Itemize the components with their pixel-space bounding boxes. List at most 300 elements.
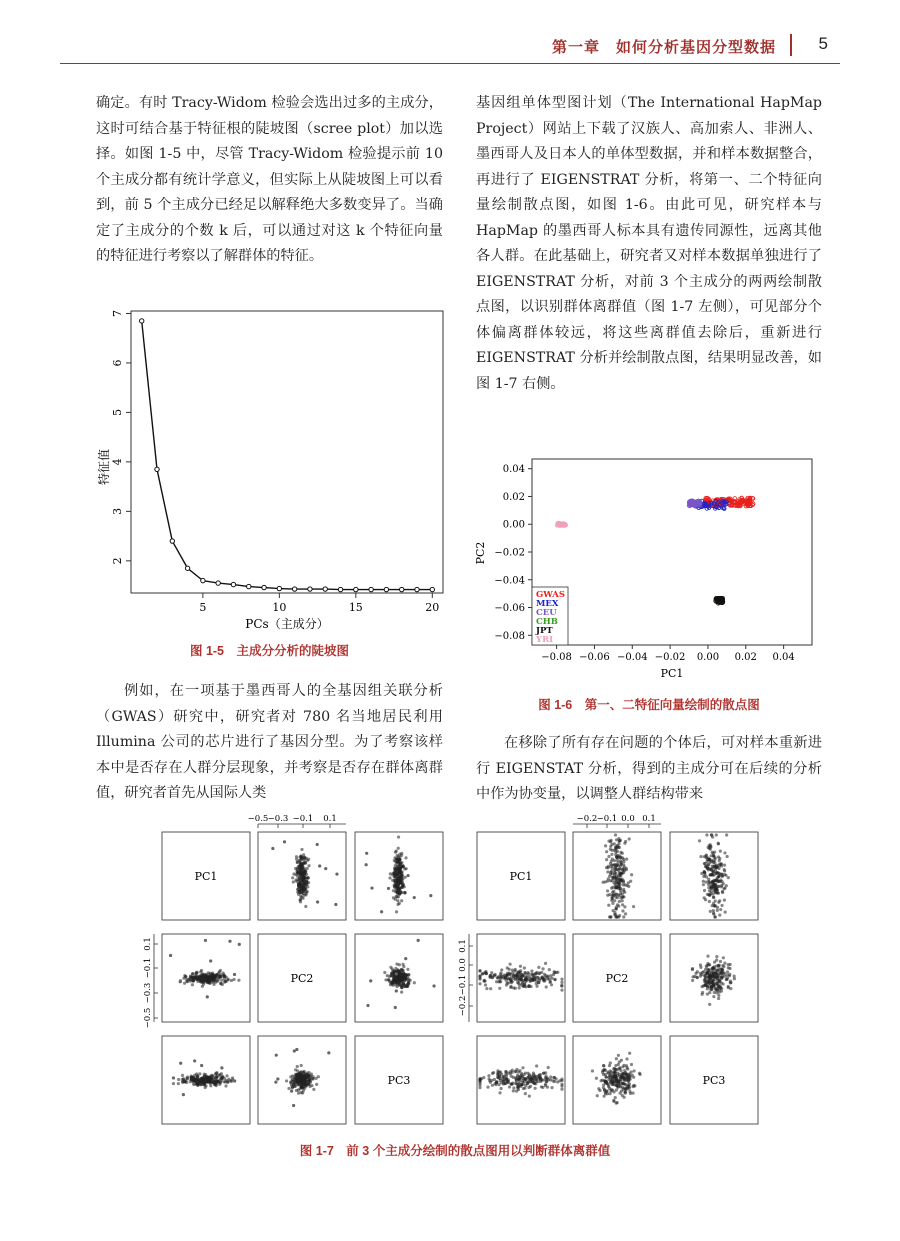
scatter-point: [505, 1077, 508, 1080]
outlier-point: [395, 972, 398, 975]
scatter-point: [306, 867, 309, 870]
scatter-point: [237, 979, 240, 982]
scatter-point: [302, 1086, 305, 1089]
scree-line: [142, 321, 433, 590]
scatter-point: [300, 1064, 303, 1067]
scatter-point: [199, 975, 202, 978]
scree-point: [262, 585, 266, 589]
scatter-point: [598, 1089, 601, 1092]
scatter-point: [510, 1082, 513, 1085]
scatter-point: [287, 1087, 290, 1090]
scatter-point: [605, 1090, 608, 1093]
scatter-point: [397, 979, 400, 982]
scatter-point: [621, 899, 624, 902]
scatter-point: [524, 1092, 527, 1095]
scatter-point: [400, 852, 403, 855]
top-tick-label: −0.5: [247, 814, 269, 824]
scatter-point: [723, 899, 726, 902]
outlier-point: [369, 979, 372, 982]
left-paragraph-2: 例如，在一项基于墨西哥人的全基因组关联分析（GWAS）研究中，研究者对 780 名当地居民利用 Illumina 公司的芯片进行了基因分型。为了考察该样本中是否存在人群分层现象，并考察是否存在群体离群值，研究者首先从国际人类: [96, 683, 443, 801]
scatter-point: [200, 978, 203, 981]
scatter-point: [295, 858, 298, 861]
scree-point: [170, 539, 174, 543]
scatter-point: [628, 1052, 631, 1055]
matrix-cell: [477, 1036, 565, 1124]
scatter-point: [519, 965, 522, 968]
scatter-point: [197, 1080, 200, 1083]
panel-label: PC3: [387, 1074, 411, 1087]
scatter-point: [317, 1075, 320, 1078]
scatter-point: [623, 842, 626, 845]
outlier-point: [228, 940, 231, 943]
scatter-point: [514, 978, 517, 981]
scatter-point: [534, 1087, 537, 1090]
scatter-point: [398, 963, 401, 966]
scatter-point: [717, 885, 720, 888]
scatter-point: [614, 872, 617, 875]
scatter-point: [203, 1083, 206, 1086]
scree-point: [369, 587, 373, 591]
scatter-point: [708, 894, 711, 897]
scatter-point: [401, 884, 404, 887]
scatter-point: [710, 985, 713, 988]
x-tick-label: 0.02: [734, 652, 757, 663]
scatter-point: [591, 1069, 594, 1072]
panel-label: PC1: [509, 870, 533, 883]
scatter-point: [618, 1082, 621, 1085]
scatter-point: [703, 889, 706, 892]
scatter-point: [624, 1071, 627, 1074]
scatter-point: [612, 1081, 615, 1084]
scatter-point: [610, 886, 613, 889]
scatter-point: [498, 980, 501, 983]
scatter-point: [712, 995, 715, 998]
scatter-point: [185, 1076, 188, 1079]
scatter-point: [620, 860, 623, 863]
matrix-cell: [258, 1036, 346, 1124]
scatter-point: [495, 980, 498, 983]
scatter-point: [607, 839, 610, 842]
scatter-point: [615, 886, 618, 889]
scatter-point: [606, 1082, 609, 1085]
scree-point: [292, 587, 296, 591]
scatter-point: [489, 976, 492, 979]
scatter-point: [612, 863, 615, 866]
outlier-point: [318, 864, 321, 867]
matrix-cell: [355, 1036, 443, 1124]
scatter-point: [708, 982, 711, 985]
scatter-point: [182, 1077, 185, 1080]
scatter-point: [307, 876, 310, 879]
scatter-point: [519, 1085, 522, 1088]
scatter-point: [705, 865, 708, 868]
scatter-point: [297, 1088, 300, 1091]
scatter-point: [713, 879, 716, 882]
scatter-point: [706, 955, 709, 958]
outlier-point: [290, 1090, 293, 1093]
y-tick-label: 3: [111, 507, 124, 515]
scatter-point: [406, 983, 409, 986]
scatter-point: [717, 855, 720, 858]
scatter-point: [613, 1070, 616, 1073]
scatter-point: [524, 1071, 527, 1074]
matrix-cell: [670, 832, 758, 920]
scatter-point: [537, 966, 540, 969]
scatter-point: [315, 1083, 318, 1086]
scatter-point: [613, 913, 616, 916]
side-tick-label: −0.3: [143, 982, 153, 1004]
scatter-point: [299, 900, 302, 903]
scatter-point: [724, 911, 727, 914]
scatter-point: [713, 965, 716, 968]
scatter-point: [619, 839, 622, 842]
scatter-point: [622, 879, 625, 882]
scatter-point: [552, 973, 555, 976]
x-tick-label: −0.02: [654, 652, 686, 663]
scatter-point: [526, 1082, 529, 1085]
scatter-point: [304, 905, 307, 908]
scatter-point: [606, 889, 609, 892]
scatter-point: [628, 1087, 631, 1090]
scatter-point: [712, 896, 715, 899]
legend-chb: CHB: [536, 617, 558, 627]
scatter-point: [522, 1087, 525, 1090]
scatter-point: [614, 850, 617, 853]
scatter-point: [217, 1079, 220, 1082]
scatter-point: [609, 1072, 612, 1075]
scatter-point: [703, 984, 706, 987]
scatter-point: [402, 969, 405, 972]
scatter-point: [621, 869, 624, 872]
scatter-point: [500, 968, 503, 971]
outlier-point: [169, 954, 172, 957]
scatter-point: [633, 1084, 636, 1087]
scatter-point: [717, 901, 720, 904]
matrix-cell: [477, 832, 565, 920]
scatter-point: [702, 883, 705, 886]
scatter-point: [485, 987, 488, 990]
scatter-point: [299, 855, 302, 858]
scatter-point: [397, 835, 400, 838]
scatter-point: [614, 1096, 617, 1099]
scatter-point: [695, 976, 698, 979]
scatter-point: [545, 985, 548, 988]
scatter-point: [395, 885, 398, 888]
scatter-matrix-before: [140, 810, 455, 1135]
scatter-point: [519, 978, 522, 981]
scatter-point: [628, 1082, 631, 1085]
scatter-point: [714, 899, 717, 902]
scatter-point: [620, 1059, 623, 1062]
scatter-point: [225, 1074, 228, 1077]
scatter-point: [629, 880, 632, 883]
scatter-point: [543, 979, 546, 982]
scatter-point: [602, 1064, 605, 1067]
scatter-point: [500, 1072, 503, 1075]
scatter-point: [706, 985, 709, 988]
scatter-point: [708, 977, 711, 980]
scatter-point: [714, 890, 717, 893]
scatter-point: [202, 983, 205, 986]
scatter-point: [608, 1064, 611, 1067]
scatter-point: [202, 975, 205, 978]
scatter-point: [537, 981, 540, 984]
scatter-point: [722, 965, 725, 968]
scatter-point: [478, 1086, 481, 1089]
scatter-point: [607, 866, 610, 869]
scatter-point: [611, 872, 614, 875]
outlier-point: [182, 1093, 185, 1096]
scatter-point: [612, 1090, 615, 1093]
y-tick-label: 0.04: [502, 464, 525, 476]
outlier-point: [276, 1077, 279, 1080]
legend-ceu: CEU: [536, 608, 557, 618]
scatter-point: [733, 977, 736, 980]
scatter-point: [289, 1081, 292, 1084]
scree-plot: [90, 305, 450, 635]
matrix-cell: [670, 1036, 758, 1124]
outlier-point: [172, 1076, 175, 1079]
scatter-point: [609, 862, 612, 865]
scatter-point: [728, 967, 731, 970]
scatter-point: [298, 876, 301, 879]
scatter-point: [614, 853, 617, 856]
scatter-point: [560, 1083, 563, 1086]
y-tick-label: 7: [111, 309, 124, 317]
outlier-point: [292, 1104, 295, 1107]
scatter-point: [606, 894, 609, 897]
scatter-point: [621, 852, 624, 855]
scatter-point: [298, 1075, 301, 1078]
outlier-point: [406, 874, 409, 877]
scatter-point: [605, 850, 608, 853]
scatter-point: [623, 883, 626, 886]
scree-point: [384, 587, 388, 591]
matrix-cell: [258, 934, 346, 1022]
scree-point: [338, 587, 342, 591]
scatter-point: [712, 912, 715, 915]
scatter-point: [304, 861, 307, 864]
scatter-point: [504, 1082, 507, 1085]
scatter-point: [717, 969, 720, 972]
scatter-point: [702, 880, 705, 883]
scatter-point: [699, 855, 702, 858]
y-tick-label: 4: [111, 458, 124, 466]
scatter-point: [621, 1065, 624, 1068]
side-tick-label: 0.0: [458, 958, 468, 972]
scatter-point: [727, 876, 730, 879]
scatter-point: [721, 975, 724, 978]
scatter-point: [560, 1079, 563, 1082]
scatter-point: [618, 900, 621, 903]
scatter-point: [729, 987, 732, 990]
scatter-point: [296, 888, 299, 891]
scree-point: [308, 587, 312, 591]
scatter-point: [191, 972, 194, 975]
scatter-point: [632, 1069, 635, 1072]
scatter-point: [524, 1077, 527, 1080]
x-tick-label: −0.04: [616, 652, 648, 663]
scatter-point: [614, 896, 617, 899]
scatter-point: [727, 985, 730, 988]
scatter-point: [550, 1086, 553, 1089]
outlier-point: [395, 989, 398, 992]
x-tick-label: −0.06: [579, 652, 610, 663]
scatter-point: [714, 971, 717, 974]
top-tick-label: −0.1: [292, 814, 314, 824]
scree-point: [231, 582, 235, 586]
scatter-point: [231, 1076, 234, 1079]
scatter-point: [705, 833, 708, 836]
scatter-point: [194, 1077, 197, 1080]
matrix-cell: [355, 832, 443, 920]
scatter-point: [703, 871, 706, 874]
header-rule: [60, 63, 840, 64]
scatter-point: [399, 873, 402, 876]
outlier-point: [387, 887, 390, 890]
side-tick-label: 0.1: [458, 939, 468, 953]
scatter-point: [716, 989, 719, 992]
outlier-point: [413, 896, 416, 899]
scatter-point: [718, 859, 721, 862]
scatter-point: [302, 877, 305, 880]
scatter-point: [713, 961, 716, 964]
scatter-point: [213, 976, 216, 979]
scatter-point: [723, 868, 726, 871]
scatter-point: [625, 858, 628, 861]
scree-point: [216, 581, 220, 585]
outlier-point: [365, 863, 368, 866]
scatter-point: [553, 1080, 556, 1083]
scatter-point: [223, 975, 226, 978]
y-tick-label: 0.00: [502, 519, 525, 531]
scatter-point: [177, 1078, 180, 1081]
scatter-point: [613, 883, 616, 886]
scatter-point: [524, 978, 527, 981]
scatter-point: [530, 1074, 533, 1077]
panel-label: PC2: [290, 972, 314, 985]
outlier-point: [380, 910, 383, 913]
scatter-point: [302, 1075, 305, 1078]
scatter-point: [703, 896, 706, 899]
y-tick-label: −0.04: [494, 575, 525, 587]
scatter-point: [726, 970, 729, 973]
scatter-point: [396, 903, 399, 906]
scatter-point: [617, 846, 620, 849]
scatter-point: [623, 891, 626, 894]
scatter-point: [535, 985, 538, 988]
scatter-point: [509, 963, 512, 966]
scatter-point: [511, 1071, 514, 1074]
scatter-point: [613, 842, 616, 845]
scatter-point: [725, 833, 728, 836]
scatter-point: [400, 979, 403, 982]
scatter-point: [719, 908, 722, 911]
scree-point: [415, 587, 419, 591]
scatter-point: [302, 1089, 305, 1092]
scatter-point: [404, 856, 407, 859]
scatter-point: [560, 985, 563, 988]
scatter-point: [521, 1066, 524, 1069]
scatter-point: [719, 850, 722, 853]
scatter-point: [717, 875, 720, 878]
scatter-point: [494, 973, 497, 976]
scatter-point: [713, 861, 716, 864]
top-tick-label: −0.1: [596, 814, 618, 824]
scree-point: [430, 587, 434, 591]
scatter-point: [715, 833, 718, 836]
scatter-point: [621, 909, 624, 912]
outlier-point: [238, 943, 241, 946]
scatter-point: [714, 886, 717, 889]
scatter-point: [615, 1057, 618, 1060]
scatter-point: [512, 974, 515, 977]
scatter-point: [404, 891, 407, 894]
scatter-point: [205, 975, 208, 978]
scatter-point: [511, 971, 514, 974]
scatter-point: [296, 866, 299, 869]
scatter-point: [289, 1075, 292, 1078]
scatter-point: [624, 912, 627, 915]
scatter-point: [490, 971, 493, 974]
scatter-point: [621, 893, 624, 896]
scatter-point: [709, 910, 712, 913]
scatter-point: [711, 904, 714, 907]
scatter-point: [398, 858, 401, 861]
scatter-point: [729, 980, 732, 983]
scatter-point: [523, 982, 526, 985]
scatter-point: [549, 1078, 552, 1081]
scatter-point: [489, 1081, 492, 1084]
scatter-point: [190, 975, 193, 978]
scatter-point: [181, 1081, 184, 1084]
outlier-point: [179, 980, 182, 983]
scatter-point: [496, 976, 499, 979]
matrix-cell: [162, 1036, 250, 1124]
scree-point: [400, 587, 404, 591]
scatter-point: [718, 864, 721, 867]
scatter-point: [506, 972, 509, 975]
scatter-point: [717, 994, 720, 997]
scatter-point: [383, 971, 386, 974]
scatter-point: [621, 903, 624, 906]
outlier-point: [335, 872, 338, 875]
scatter-point: [400, 991, 403, 994]
scatter-point: [704, 976, 707, 979]
scatter-point: [401, 865, 404, 868]
scatter-point: [539, 1080, 542, 1083]
outlier-point: [209, 959, 212, 962]
scree-point: [277, 586, 281, 590]
y-tick-label: 2: [111, 557, 124, 565]
scatter-point: [604, 1075, 607, 1078]
matrix-cell: [162, 934, 250, 1022]
side-tick-label: −0.1: [143, 957, 153, 979]
scatter-point: [393, 875, 396, 878]
outlier-point: [271, 847, 274, 850]
scatter-point: [300, 848, 303, 851]
outlier-point: [370, 886, 373, 889]
scatter-point: [624, 1092, 627, 1095]
scatter-point: [510, 979, 513, 982]
scatter-point: [611, 858, 614, 861]
matrix-cell: [162, 832, 250, 920]
scatter-point: [716, 909, 719, 912]
scatter-point: [546, 1086, 549, 1089]
scatter-point: [387, 978, 390, 981]
scatter-point: [610, 849, 613, 852]
scatter-point: [617, 882, 620, 885]
